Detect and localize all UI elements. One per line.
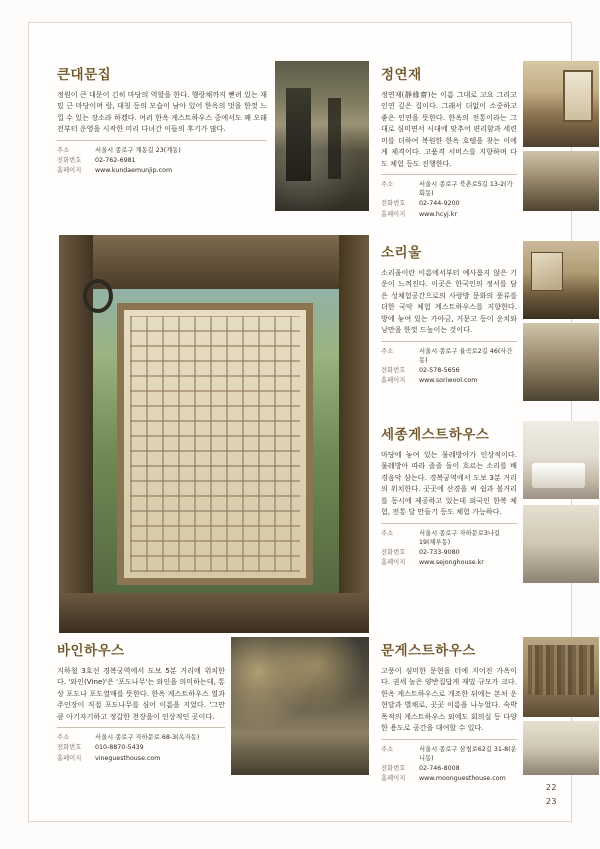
meta-value-homepage[interactable]: www.moonguesthouse.com <box>419 775 506 783</box>
meta-value-address: 서울시 종로구 자하문로 68-3(옥자동) <box>95 734 200 742</box>
entry-body: 고풍이 심미한 문현을 터에 지어진 가옥이다. 권세 높은 양반집답게 재밌 규모가 크다. 한옥 게스트하우스로 개조한 뒤에는 본처 운현달과 별채로, 곳곳 이름을 나누었다. 숙박 목적의 게스트하우스 외에도 회의실 등 다양한 용도로 공간을 대여할 수 있다. <box>381 666 517 733</box>
meta-label-address: 주소 <box>381 347 394 355</box>
meta-value-phone: 02-744-9200 <box>419 200 460 208</box>
meta-row-phone <box>57 155 267 165</box>
hero-paper-door <box>117 303 313 585</box>
meta-label-address: 주소 <box>381 180 394 188</box>
photo-hanok-courtyard <box>275 61 369 211</box>
divider <box>57 140 267 141</box>
entry-body: 지하철 3호선 경복궁역에서 도보 5분 거리에 위치한다. '와인(Vine)'은 '포도나무'는 와인을 의미하는데, 통상 포도나 포도열매를 뜻한다. 한옥 게스트하우스 열과 주인장이 직접 포도나무를 심어 이름을 지었다. '그만큼 아기자기하고 정갈한 천장을이 인상적인 곳이다. <box>57 666 225 721</box>
meta-label-homepage: 홈페이지 <box>57 167 82 175</box>
meta-label-address: 주소 <box>57 734 70 742</box>
meta-label-homepage: 홈페이지 <box>381 775 406 783</box>
divider <box>381 739 517 740</box>
meta-row-phone <box>381 365 517 375</box>
meta-value-homepage[interactable]: www.soriwool.com <box>419 377 478 385</box>
meta-row-address <box>381 744 517 763</box>
divider <box>381 341 517 342</box>
meta-label-homepage: 홈페이지 <box>381 377 406 385</box>
meta-row-homepage <box>381 558 517 568</box>
divider <box>381 523 517 524</box>
meta-row-phone <box>57 743 225 753</box>
photo-guest-room <box>523 505 599 583</box>
entry-body: 마당에 놓여 있는 물레방아가 인상적이다. 물레방아 따라 졸졸 돌이 흐르는 소리를 배경음악 삼는다. 경복궁역에서 도보 3분 거리의 위치한다. 곳곳에 산경을 써 쉼과 볼거리를 동시에 제공하고 있는데 외국인 한복 체험, 전통 달 만들기 등도 체험 가능하다. <box>381 450 517 517</box>
meta-row-phone <box>381 547 517 557</box>
entry-title: 큰대문집 <box>57 67 112 83</box>
entry-meta <box>381 179 517 219</box>
meta-label-homepage: 홈페이지 <box>381 210 406 218</box>
meta-value-homepage[interactable]: www.kundaemunjip.com <box>95 167 173 175</box>
meta-row-address <box>381 346 517 365</box>
meta-value-homepage[interactable]: www.hcyj.kr <box>419 210 458 218</box>
entry-meta <box>381 744 517 784</box>
entry-title: 정연재 <box>381 67 422 83</box>
meta-value-phone: 02-578-5656 <box>419 366 460 374</box>
entry-title: 바인하우스 <box>57 643 125 659</box>
entry-meta <box>57 145 267 176</box>
entry-soriul <box>381 241 517 386</box>
meta-label-address: 주소 <box>381 745 394 753</box>
meta-label-phone: 전화번호 <box>381 764 406 772</box>
meta-value-address: 서울시 종로구 자하문로3나길 19(체부동) <box>419 529 501 546</box>
photo-traditional-room <box>523 241 599 319</box>
entry-body: 소리울이란 이름에서부터 예사롭지 않은 기운이 느껴진다. 이곳은 한국인의 정서를 담은 성체험공간으로의 사랑방 문화의 풍류를 더한 국악 체험 게스트하우스를 지향한다. 방에 놓여 있는 가야금, 거문고 등이 운치와 낭만을 한껏 드높이는 것이다. <box>381 268 517 335</box>
photo-moon-guest-room <box>523 721 599 775</box>
meta-value-address: 서울시 종로구 율곡로2길 46(사간동) <box>419 347 513 364</box>
meta-label-phone: 전화번호 <box>57 156 82 164</box>
meta-label-phone: 전화번호 <box>57 744 82 752</box>
meta-value-address: 서울시 종로구 삼청로62길 31-8(운니동) <box>419 745 517 762</box>
photo-hanok-interior-dark <box>523 151 599 211</box>
meta-label-homepage: 홈페이지 <box>57 754 82 762</box>
hero-door-ring-handle <box>83 279 113 313</box>
entry-meta <box>57 732 225 763</box>
entry-meta <box>381 346 517 386</box>
entry-jeongyeonjae <box>381 63 517 219</box>
meta-value-address: 서울시 종로구 북촌로5길 13-2(가회동) <box>419 180 513 198</box>
hero-frame-bottom <box>59 593 369 633</box>
meta-value-phone: 02-746-8008 <box>419 764 460 772</box>
meta-row-homepage <box>381 376 517 386</box>
meta-label-address: 주소 <box>57 146 70 154</box>
meta-row-phone <box>381 763 517 773</box>
entry-vine-house <box>57 639 225 763</box>
photo-lit-courtyard <box>231 637 369 775</box>
entry-body: 정연재(靜緣齋)는 이름 그대로 고요 그리고 인연 깊은 집이다. 그래서 더없이 소중하고 좋은 인연을 뜻한다. 한옥의 전통이라는 그대로 심미면서 시대에 맞추어 편리함과 세련미를 더하여 복원한 한옥 호텔을 찾는 이에게 제격이다. 고품격 서비스를 지향하며 다도 체험 등도 진행한다. <box>381 90 517 168</box>
meta-row-address <box>57 145 267 155</box>
meta-value-homepage[interactable]: www.sejonghouse.kr <box>419 559 484 567</box>
photo-traditional-room-night <box>523 323 599 401</box>
meta-value-phone: 02-733-9080 <box>419 548 460 556</box>
meta-row-address <box>381 528 517 547</box>
entry-kundaemunjip <box>57 63 267 176</box>
meta-row-address <box>381 179 517 198</box>
meta-label-phone: 전화번호 <box>381 200 406 208</box>
hero-frame-right <box>339 235 369 633</box>
photo-hanok-door-hero <box>59 235 369 633</box>
meta-row-homepage <box>57 753 225 763</box>
entry-body: 정원이 큰 대문이 긴히 마당의 역할을 한다. 행랑채까지 뻗려 있는 재밌 근 마당이며 랑, 대칭 등의 모습이 남아 있어 한옥의 멋을 한껏 느낄 수 있는 장소라 하겠다. 여러 한옥 게스트하우스 중에서도 꽤 오래전부터 운영을 시작한 미리 다녀간 이들의 후기가 많다. <box>57 90 267 134</box>
meta-value-phone: 010-8870-5439 <box>95 744 144 752</box>
entry-title: 문게스트하우스 <box>381 643 476 659</box>
entry-moon-guesthouse <box>381 639 517 784</box>
entry-title: 소리울 <box>381 245 422 261</box>
entry-sejong-guesthouse <box>381 423 517 568</box>
hero-door-lattice <box>130 316 300 572</box>
photo-hanok-interior-window <box>523 61 599 147</box>
page-number-right: 23 <box>545 797 557 806</box>
meta-value-phone: 02-762-6981 <box>95 156 136 164</box>
divider <box>57 727 225 728</box>
divider <box>381 174 517 175</box>
entry-meta <box>381 528 517 568</box>
meta-row-phone <box>381 199 517 209</box>
meta-label-phone: 전화번호 <box>381 366 406 374</box>
entry-title: 세종게스트하우스 <box>381 427 490 443</box>
meta-value-address: 서울시 종로구 계동길 23(계동) <box>95 146 181 154</box>
page-number-left: 22 <box>545 783 557 792</box>
page-content-area <box>28 22 572 822</box>
meta-row-address <box>57 732 225 742</box>
meta-row-homepage <box>381 209 517 219</box>
meta-label-address: 주소 <box>381 529 394 537</box>
meta-label-phone: 전화번호 <box>381 548 406 556</box>
meta-label-homepage: 홈페이지 <box>381 559 406 567</box>
photo-white-bedroom <box>523 421 599 499</box>
photo-library-bookshelf <box>523 637 599 717</box>
meta-value-homepage[interactable]: vineguesthouse.com <box>95 754 161 762</box>
meta-row-homepage <box>57 166 267 176</box>
meta-row-homepage <box>381 774 517 784</box>
